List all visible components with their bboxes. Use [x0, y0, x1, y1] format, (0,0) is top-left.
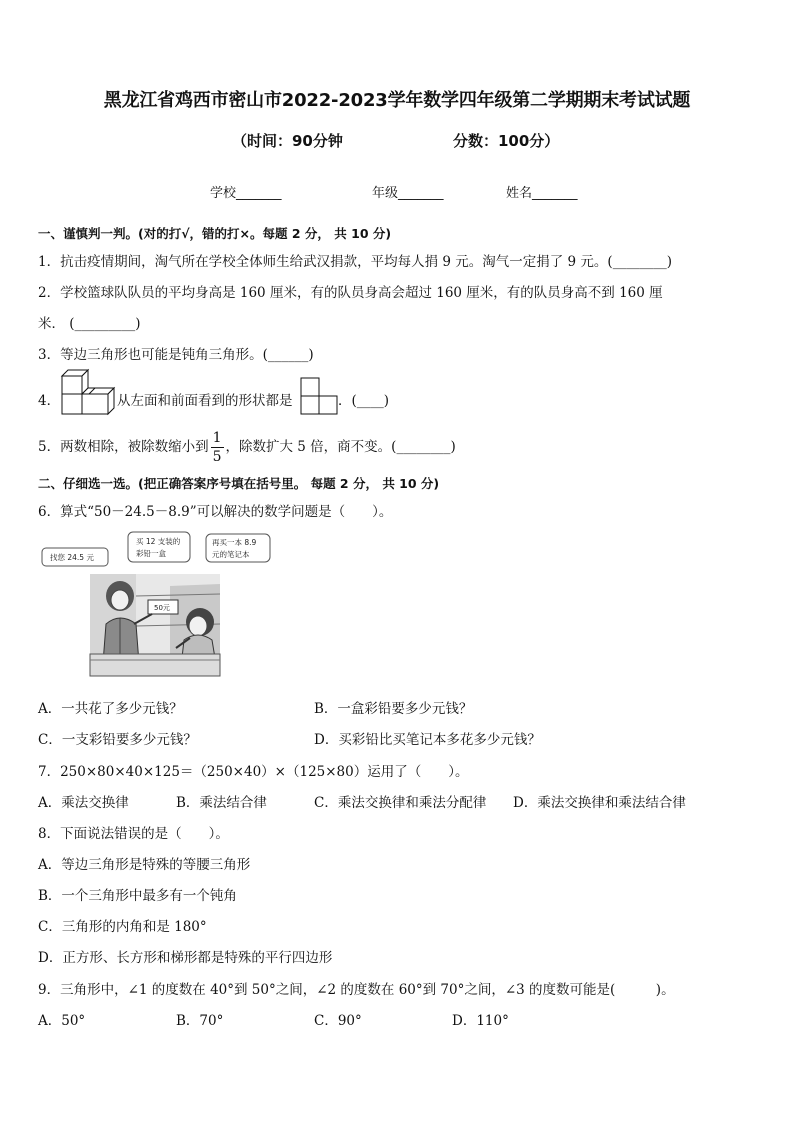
q8-option-a[interactable]: A．等边三角形是特殊的等腰三角形	[38, 857, 251, 873]
fraction-one-fifth	[211, 431, 224, 464]
section1-heading: 一、谨慎判一判。(对的打√，错的打×。每题 2 分， 共 10 分)	[38, 226, 392, 241]
q7-option-a[interactable]: A．乘法交换律	[38, 795, 129, 811]
q6-option-b[interactable]: B．一盒彩铅要多少元钱？	[314, 701, 473, 717]
view-shape-figure	[300, 377, 338, 415]
exam-title: 黑龙江省鸡西市密山市2022-2023学年数学四年级第二学期期末考试试题	[103, 90, 691, 111]
q9-option-b[interactable]: B．70°	[176, 1013, 224, 1029]
section2-heading: 二、仔细选一选。(把正确答案序号填在括号里。 每题 2 分， 共 10 分)	[38, 476, 440, 491]
q8-option-b[interactable]: B．一个三角形中最多有一个钝角	[38, 888, 237, 904]
question-6-stem: 6．算式“50－24.5－8.9”可以解决的数学问题是（ ）。	[38, 504, 393, 520]
fraction-numerator: 1	[212, 430, 222, 446]
q7-option-c[interactable]: C．乘法交换律和乘法分配律	[314, 795, 487, 811]
q9-option-c[interactable]: C．90°	[314, 1013, 362, 1029]
q8-option-d[interactable]: D．正方形、长方形和梯形都是特殊的平行四边形	[38, 950, 333, 966]
bubble-pencils-line1: 买 12 支装的	[136, 537, 181, 546]
question-5-suffix: ，除数扩大 5 倍，商不变。(________)	[225, 439, 456, 455]
grade-field[interactable]: 年级_______	[372, 186, 444, 201]
exam-score: 分数：100分）	[453, 132, 560, 150]
question-7-stem: 7．250×80×40×125＝（250×40）×（125×80）运用了（ ）。	[38, 764, 469, 780]
fraction-denominator: 5	[212, 449, 222, 465]
q6-option-c[interactable]: C．一支彩铅要多少元钱？	[38, 732, 197, 748]
question-3: 3．等边三角形也可能是钝角三角形。(______)	[38, 347, 314, 363]
shopping-illustration	[40, 526, 280, 678]
q9-option-d[interactable]: D．110°	[452, 1013, 509, 1029]
name-field[interactable]: 姓名_______	[506, 186, 578, 201]
question-5	[38, 431, 456, 464]
school-field[interactable]: 学校_______	[210, 186, 282, 201]
bubble-notebook-line1: 再买一本 8.9	[212, 538, 257, 547]
question-4-tail: ．(____)	[338, 393, 390, 409]
q6-option-d[interactable]: D．买彩铅比买笔记本多花多少元钱？	[314, 732, 541, 748]
q7-option-b[interactable]: B．乘法结合律	[176, 795, 267, 811]
question-5-prefix: 5．两数相除，被除数缩小到	[38, 439, 209, 455]
q8-option-c[interactable]: C．三角形的内角和是 180°	[38, 919, 207, 935]
bubble-change: 找您 24.5 元	[50, 553, 94, 562]
cube-stack-figure	[56, 368, 118, 418]
q6-option-a[interactable]: A．一共花了多少元钱？	[38, 701, 183, 717]
question-4-number: 4．	[38, 393, 61, 409]
money-note: 50元	[154, 604, 170, 612]
question-2-line1: 2．学校篮球队队员的平均身高是 160 厘米，有的队员身高会超过 160 厘米，有的队员身高不到 160 厘	[38, 285, 663, 301]
question-8-stem: 8．下面说法错误的是（ ）。	[38, 826, 229, 842]
question-2-line2: 米． (_________)	[38, 316, 141, 332]
question-4-text: 从左面和前面看到的形状都是	[117, 393, 293, 409]
question-9-stem: 9．三角形中，∠1 的度数在 40°到 50°之间，∠2 的度数在 60°到 70°之间，∠3 的度数可能是( )。	[38, 982, 675, 998]
q7-option-d[interactable]: D．乘法交换律和乘法结合律	[513, 795, 686, 811]
exam-time: （时间：90分钟	[232, 132, 343, 150]
bubble-pencils-line2: 彩铅一盒	[136, 549, 166, 558]
q9-option-a[interactable]: A．50°	[38, 1013, 86, 1029]
bubble-notebook-line2: 元的笔记本	[212, 550, 250, 559]
question-1: 1．抗击疫情期间，淘气所在学校全体师生给武汉捐款，平均每人捐 9 元。淘气一定捐了 9 元。(________)	[38, 254, 672, 270]
